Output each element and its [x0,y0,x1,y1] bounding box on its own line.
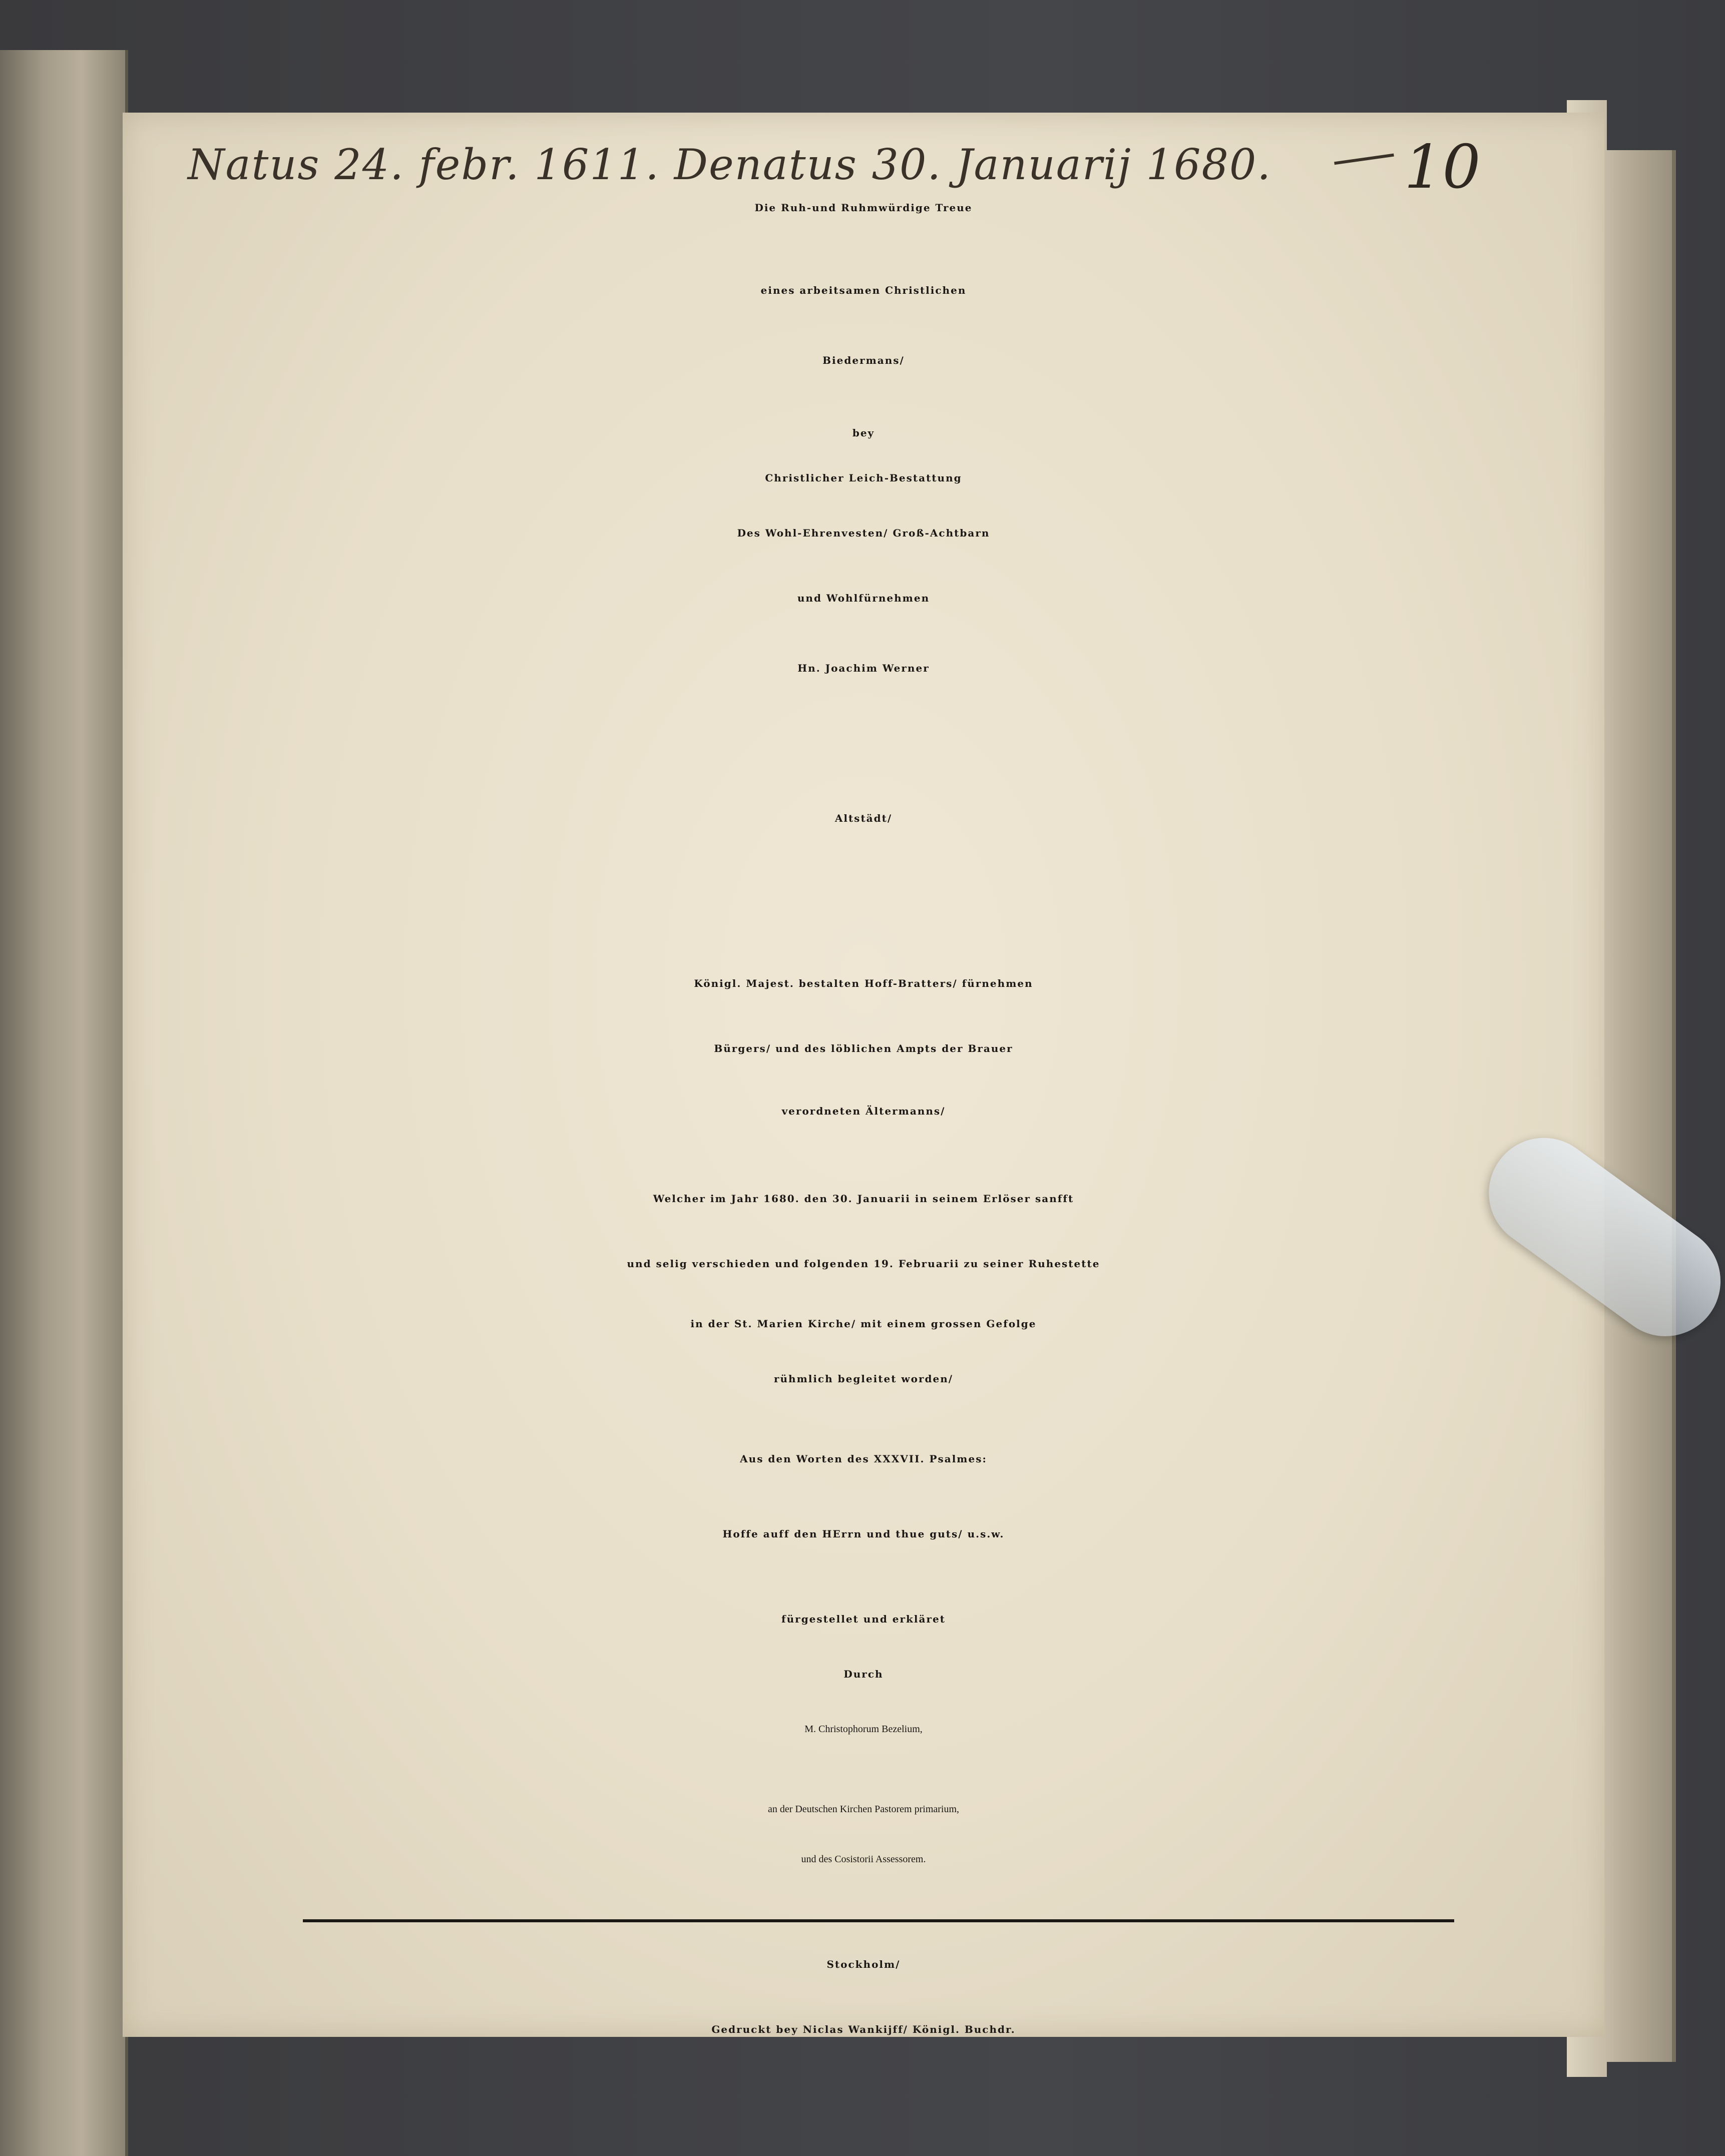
role-line-3: verordneten Ältermanns/ [781,1105,946,1117]
title-line-2: eines arbeitsamen Christlichen [760,284,967,296]
left-page-edge [0,50,128,2156]
author-by: Durch [843,1668,884,1680]
page-number: 10 [1404,133,1481,202]
title-line-1: Die Ruh-und Ruhmwürdige Treue [754,202,973,214]
title-line-4: bey [852,427,875,439]
imprint-city: Stockholm/ [826,1958,901,1970]
role-line-1: Königl. Majest. bestalten Hoff-Bratters/ fürnehmen [694,977,1033,989]
sermon-line-1: Aus den Worten des XXXVII. Psalmes: [740,1453,987,1465]
deceased-name-line-1: Hn. Joachim Werner [797,662,930,674]
death-line-3: in der St. Marien Kirche/ mit einem grossen Gefolge [690,1318,1037,1330]
handwritten-note: Natus 24. febr. 1611. Denatus 30. Januarij 1680. [188,140,1272,189]
sermon-line-3: fürgestellet und erkläret [781,1613,946,1625]
death-line-2: und selig verschieden und folgenden 19. Februarii zu seiner Ruhestette [627,1258,1100,1270]
imprint-printer: Gedruckt bey Niclas Wankijff/ Königl. Buchdr. [711,2023,1016,2035]
author-name: M. Christophorum Bezelium, [804,1724,923,1735]
page-number-stroke [1334,154,1394,165]
deceased-name-line-2: Altstädt/ [834,812,893,824]
title-page [123,113,1604,2037]
title-line-6: Des Wohl-Ehrenvesten/ Groß-Achtbarn [737,527,990,539]
sermon-line-2: Hoffe auff den HErrn und thue guts/ u.s.w. [722,1528,1005,1540]
title-line-3: Biedermans/ [822,354,905,366]
title-line-5: Christlicher Leich-Bestattung [765,472,962,484]
role-line-2: Bürgers/ und des löblichen Ampts der Brauer [714,1042,1013,1054]
author-line-1: an der Deutschen Kirchen Pastorem primarium, [767,1804,960,1815]
title-line-7: und Wohlfürnehmen [797,592,930,604]
author-line-2: und des Cosistorii Assessorem. [801,1854,926,1865]
death-line-1: Welcher im Jahr 1680. den 30. Januarii in seinem Erlöser sanfft [653,1193,1074,1205]
divider-rule [303,1919,1454,1922]
death-line-4: rühmlich begleitet worden/ [773,1373,954,1385]
